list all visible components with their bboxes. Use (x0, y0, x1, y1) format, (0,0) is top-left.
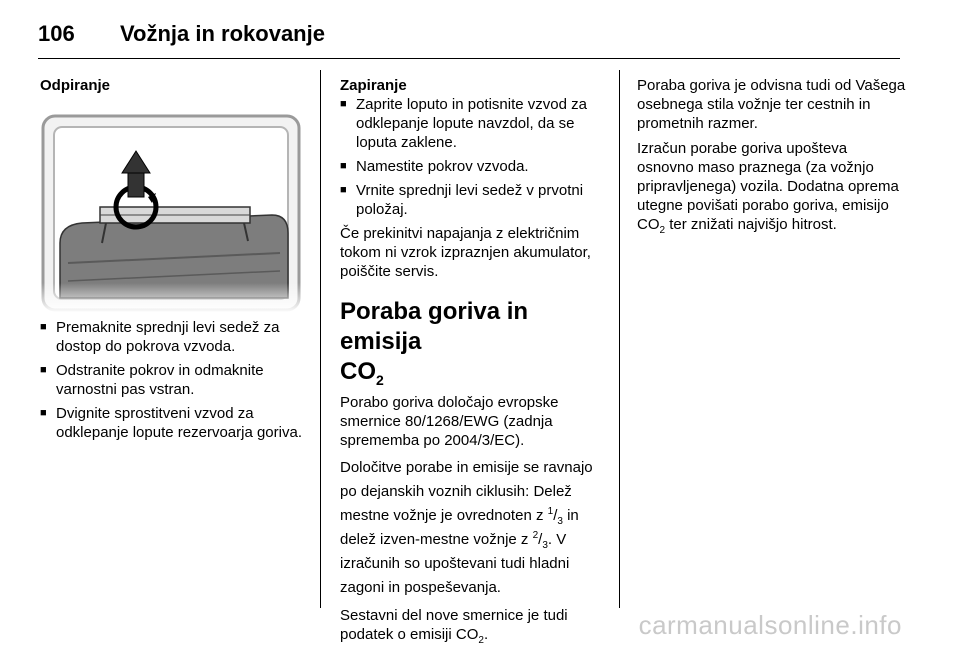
driving-style-paragraph: Poraba goriva je odvisna tudi od Vašega osebnega stila vožnje ter cestnih in prometnih razmer. (637, 77, 906, 132)
column-2 (340, 76, 610, 650)
co2-paragraph: Sestavni del nove smernice je tudi podatek o emisiji $CO_2$. (340, 607, 568, 646)
page-header (38, 14, 325, 54)
column-1 (40, 76, 302, 447)
list-item: ■ Zaprite loputo in potisnite vzvod za odklepanje lopute navzdol, da se loputa zaklene. (340, 95, 610, 152)
page-number: 106 (38, 21, 75, 46)
header-divider (38, 58, 900, 59)
closing-steps (340, 95, 610, 219)
closing-heading: Zapiranje (340, 77, 407, 94)
directive-paragraph: Porabo goriva določajo evropske smernice 80/1268/EWG (zadnja sprememba po 2004/3/EC). (340, 394, 559, 449)
list-item: ■ Namestite pokrov vzvoda. (340, 157, 610, 176)
section-title (340, 297, 610, 387)
cycles-paragraph: Določitve porabe in emisije se ravnajo po dejanskih voznih ciklusih: Delež mestne vožnje je ovrednoten z $^1/_3$ in delež izven-mestne vožnje z $^2/_3$. V izračunih so upoštevani tudi hladni zagoni in pospeševanja. (340, 459, 593, 596)
watermark: carmanualsonline.info (638, 610, 902, 640)
list-item: ■ Premaknite sprednji levi sedež za dostop do pokrova vzvoda. (40, 318, 302, 356)
page-title: Vožnja in rokovanje (120, 21, 325, 46)
list-item: ■ Odstranite pokrov in odmaknite varnostni pas vstran. (40, 361, 302, 399)
list-item: ■ Vrnite sprednji levi sedež v prvotni položaj. (340, 181, 610, 219)
section-title-co: CO (340, 358, 376, 385)
opening-heading: Odpiranje (40, 77, 111, 94)
section-title-main: Poraba goriva in emisija (340, 298, 529, 355)
column-divider-1 (320, 70, 321, 608)
fuel-lever-illustration (40, 113, 302, 313)
mass-paragraph: Izračun porabe goriva upošteva osnovno maso praznega (za vožnjo pripravljenega) vozila. Dodatna oprema utegne povišati porabo goriva, emisijo $CO_2$ ter znižati najvišjo hitrost. (637, 140, 899, 236)
opening-steps (40, 318, 302, 442)
service-note: Če prekinitvi napajanja z električnim tokom ni vzrok izpraznjen akumulator, poiščite servis. (340, 225, 591, 280)
list-item: ■ Dvignite sprostitveni vzvod za odklepanje lopute rezervoarja goriva. (40, 404, 302, 442)
column-divider-2 (619, 70, 620, 608)
section-title-sub: 2 (376, 371, 384, 388)
column-3 (637, 76, 907, 240)
